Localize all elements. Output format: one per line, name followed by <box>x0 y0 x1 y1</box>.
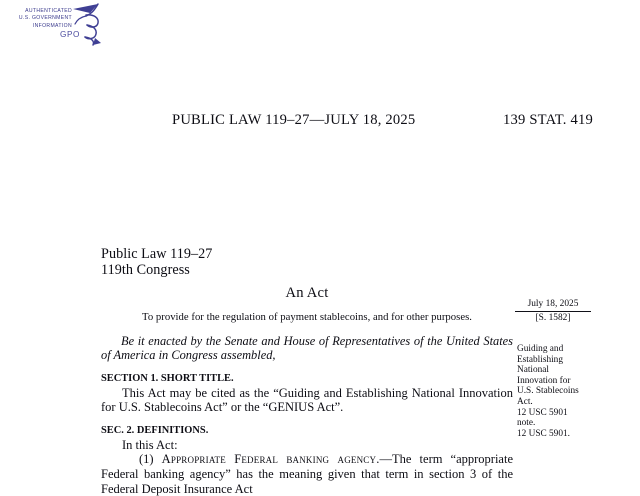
defined-term: Appropriate Federal banking agency. <box>161 452 380 467</box>
seal-caption <box>6 8 72 30</box>
section-2-lead-in: In this Act: <box>122 437 178 452</box>
sidenote-approval-date: July 18, 2025 <box>527 299 579 309</box>
running-head-public-law: PUBLIC LAW 119–27—JULY 18, 2025 <box>172 112 416 128</box>
sidenote-notes-block <box>517 344 625 439</box>
section-2-heading: SEC. 2. DEFINITIONS. <box>101 424 209 436</box>
seal-gpo-label: GPO <box>60 30 80 39</box>
enacting-clause: Be it enacted by the Senate and House of Representatives of the United States of America in Congress assembled, <box>101 333 513 363</box>
sidenote-divider <box>515 311 591 312</box>
paragraph-number: (1) <box>139 452 154 467</box>
short-title-note-line: Establishing <box>517 354 563 365</box>
citation-note-line: 12 USC 5901 <box>517 407 568 418</box>
definition-paragraph-1 <box>101 452 513 496</box>
short-title-note-line: U.S. Stablecoins <box>517 386 579 397</box>
document-body <box>101 246 513 496</box>
seal-line-authenticated: AUTHENTICATED <box>25 8 72 14</box>
section-1-heading: SECTION 1. SHORT TITLE. <box>101 372 234 384</box>
public-law-number: Public Law 119–27 <box>101 246 213 262</box>
seal-line-information: INFORMATION <box>32 22 72 29</box>
congress-number: 119th Congress <box>101 262 190 279</box>
act-purpose-statement: To provide for the regulation of payment stablecoins, and for other purposes. <box>142 310 472 323</box>
short-title-note-line: Act. <box>517 396 533 407</box>
citation-note-line: note. <box>517 418 536 429</box>
public-law-block <box>101 246 513 279</box>
term-dash: — <box>379 452 393 467</box>
definition-text: The term “appropriate Federal banking agency” has the meaning given that term in section 3 of the Federal Deposit Insurance Act <box>101 452 513 496</box>
eagle-glyph-icon <box>64 2 110 48</box>
section-1-body: This Act may be cited as the “Guiding and Establishing National Innovation for U.S. Stablecoins Act” or the “GENIUS Act”. <box>101 385 513 415</box>
seal-line-government: U.S. GOVERNMENT <box>18 15 72 22</box>
running-head <box>0 112 640 132</box>
short-title-note-line: National <box>517 365 550 376</box>
sidenote-bill-number: [S. 1582] <box>535 313 571 323</box>
citation-line: 12 USC 5901. <box>517 428 570 439</box>
an-act-title: An Act <box>285 284 329 301</box>
short-title-note-line: Guiding and <box>517 344 564 354</box>
gpo-authentication-seal <box>6 2 110 48</box>
short-title-note-line: Innovation for <box>517 375 571 386</box>
running-head-statute-page: 139 STAT. 419 <box>503 112 593 128</box>
